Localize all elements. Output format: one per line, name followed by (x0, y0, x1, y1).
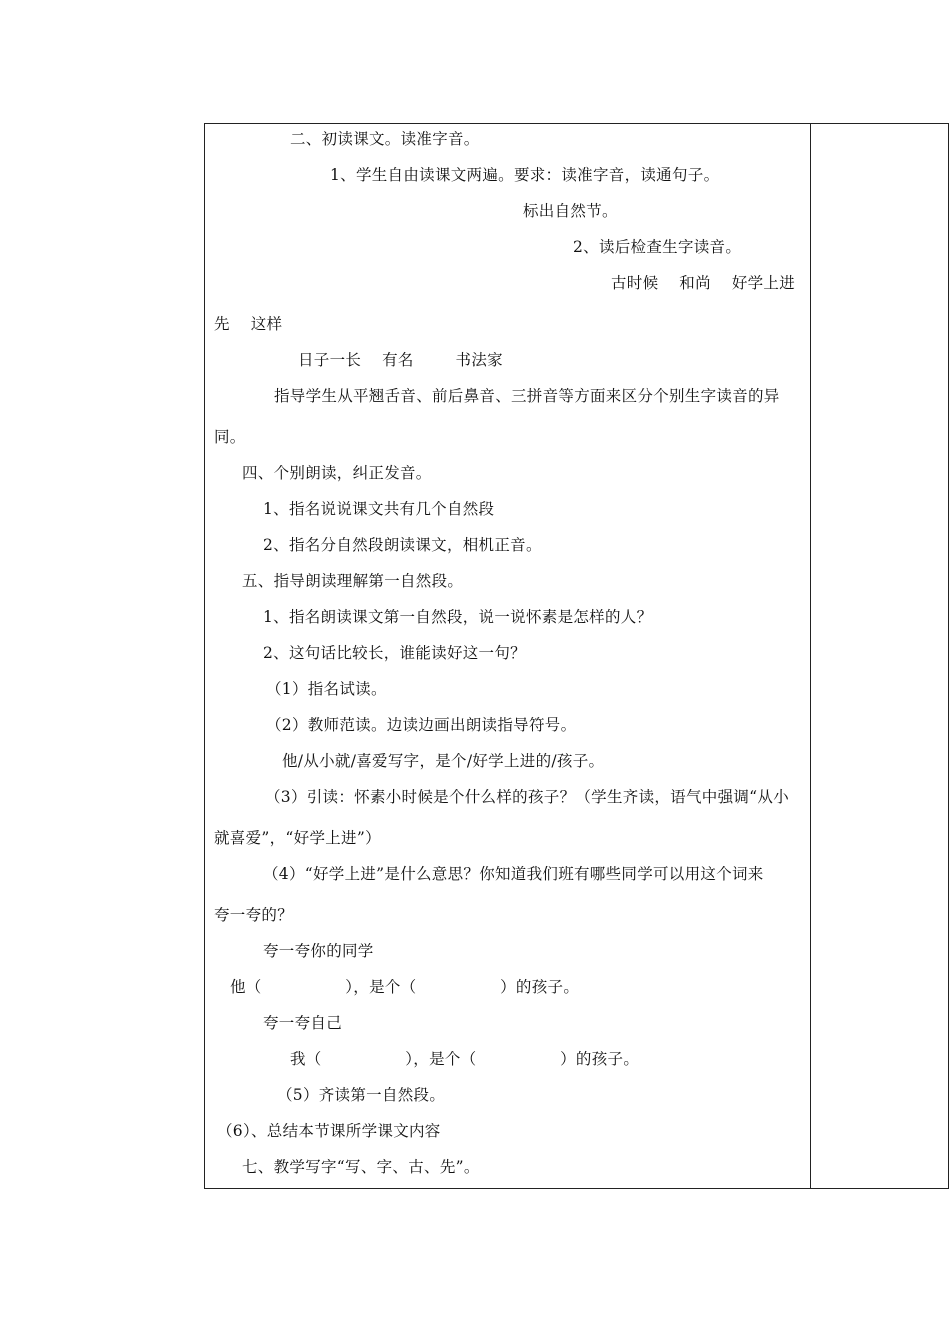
text-line: 四、个别朗读，纠正发音。 (242, 464, 432, 482)
text-line: 2、指名分自然段朗读课文，相机正音。 (263, 536, 542, 554)
text-line: 先 这样 (214, 315, 283, 333)
text-line: （5）齐读第一自然段。 (277, 1086, 446, 1104)
text-line: 1、指名朗读课文第一自然段，说一说怀素是怎样的人？ (263, 608, 653, 626)
text-line: （2）教师范读。边读边画出朗读指导符号。 (266, 716, 577, 734)
text-line: 就喜爱”，“好学上进”） (214, 829, 381, 847)
text-line: 古时候 和尚 好学上进 (611, 274, 796, 292)
text-line: 1、指名说说课文共有几个自然段 (263, 500, 495, 518)
text-line: 标出自然节。 (523, 202, 618, 220)
text-line: 七、教学写字“写、字、古、先”。 (242, 1158, 480, 1176)
text-line: 夸一夸你的同学 (263, 942, 374, 960)
fill-in-blank-line: 我（ ），是个（ ）的孩子。 (290, 1050, 640, 1068)
text-line: （3）引读：怀素小时候是个什么样的孩子？（学生齐读，语气中强调“从小 (265, 788, 789, 806)
text-line: 二、初读课文。读准字音。 (290, 130, 480, 148)
table-column-divider (810, 123, 811, 1189)
text-line: （4）“好学上进”是什么意思？你知道我们班有哪些同学可以用这个词来 (263, 865, 764, 883)
text-line: 五、指导朗读理解第一自然段。 (242, 572, 464, 590)
text-line: 2、这句话比较长，谁能读好这一句？ (263, 644, 526, 662)
text-line: 夸一夸自己 (263, 1014, 343, 1032)
text-line: 指导学生从平翘舌音、前后鼻音、三拼音等方面来区分个别生字读音的异 (274, 387, 780, 405)
text-line: 1、学生自由读课文两遍。要求：读准字音，读通句子。 (330, 166, 720, 184)
text-line: 同。 (214, 428, 246, 446)
text-line: （6）、总结本节课所学课文内容 (217, 1122, 441, 1140)
text-line: 他/从小就/喜爱写字，是个/好学上进的/孩子。 (282, 752, 605, 770)
fill-in-blank-line: 他（ ），是个（ ）的孩子。 (230, 978, 580, 996)
text-line: （1）指名试读。 (266, 680, 387, 698)
text-line: 夸一夸的？ (214, 906, 294, 924)
text-line: 日子一长 有名 书法家 (298, 351, 503, 369)
text-line: 2、读后检查生字读音。 (573, 238, 742, 256)
